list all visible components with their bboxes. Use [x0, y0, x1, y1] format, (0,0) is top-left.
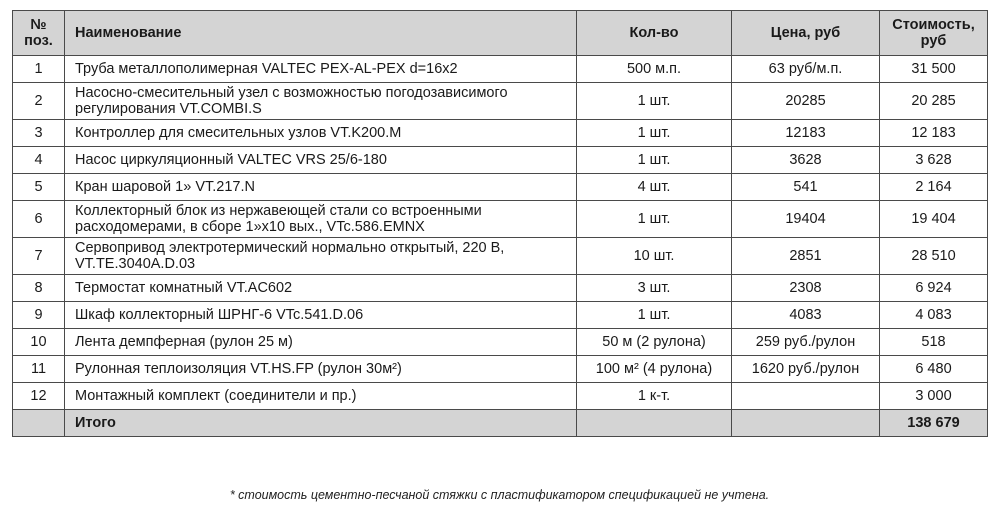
cell-num: 2 [13, 83, 65, 120]
cell-cost: 20 285 [880, 83, 988, 120]
cell-num: 6 [13, 201, 65, 238]
cell-price: 541 [732, 174, 880, 201]
table-row [13, 275, 988, 302]
cell-name: Шкаф коллекторный ШРНГ-6 VTc.541.D.06 [65, 302, 577, 329]
cell-num: 10 [13, 329, 65, 356]
cell-num: 4 [13, 147, 65, 174]
cell-qty: 1 шт. [577, 83, 732, 120]
cell-name: Монтажный комплект (соединители и пр.) [65, 383, 577, 410]
table-row [13, 147, 988, 174]
cell-num: 1 [13, 56, 65, 83]
cell-num: 5 [13, 174, 65, 201]
header-name: Наименование [65, 11, 577, 56]
footnote: * стоимость цементно-песчаной стяжки с пластификатором спецификацией не учтена. [229, 488, 770, 502]
cell-cost: 2 164 [880, 174, 988, 201]
cell-qty: 10 шт. [577, 238, 732, 275]
cell-name: Термостат комнатный VT.AC602 [65, 275, 577, 302]
cell-price: 19404 [732, 201, 880, 238]
cell-price: 1620 руб./рулон [732, 356, 880, 383]
cell-qty: 100 м² (4 рулона) [577, 356, 732, 383]
total-label: Итого [65, 410, 577, 437]
table-row [13, 238, 988, 275]
cell-qty: 500 м.п. [577, 56, 732, 83]
total-num-cell [13, 410, 65, 437]
total-row [13, 410, 988, 437]
cell-qty: 1 шт. [577, 201, 732, 238]
cell-qty: 50 м (2 рулона) [577, 329, 732, 356]
table-header-row [13, 11, 988, 56]
cell-name: Коллекторный блок из нержавеющей стали со встроенными расходомерами, в сборе 1»x10 вых., VTc.586.EMNX [65, 201, 577, 238]
cell-cost: 6 924 [880, 275, 988, 302]
table-row [13, 201, 988, 238]
table-row [13, 120, 988, 147]
cell-name: Контроллер для смесительных узлов VT.K200.M [65, 120, 577, 147]
cell-cost: 3 000 [880, 383, 988, 410]
cell-name: Рулонная теплоизоляция VT.HS.FP (рулон 30м²) [65, 356, 577, 383]
cell-cost: 6 480 [880, 356, 988, 383]
cell-num: 8 [13, 275, 65, 302]
table-row [13, 174, 988, 201]
cell-name: Лента демпферная (рулон 25 м) [65, 329, 577, 356]
cell-name: Кран шаровой 1» VT.217.N [65, 174, 577, 201]
cell-price: 20285 [732, 83, 880, 120]
cell-name: Труба металлополимерная VALTEC PEX-AL-PEX d=16x2 [65, 56, 577, 83]
total-value: 138 679 [880, 410, 988, 437]
cell-cost: 3 628 [880, 147, 988, 174]
cell-price: 3628 [732, 147, 880, 174]
cell-qty: 3 шт. [577, 275, 732, 302]
table-row [13, 83, 988, 120]
cell-price: 2851 [732, 238, 880, 275]
table-row [13, 383, 988, 410]
cell-name: Сервопривод электротермический нормально открытый, 220 В, VT.TE.3040A.D.03 [65, 238, 577, 275]
cell-num: 3 [13, 120, 65, 147]
table-row [13, 329, 988, 356]
cell-num: 12 [13, 383, 65, 410]
table-row [13, 56, 988, 83]
cell-price: 2308 [732, 275, 880, 302]
header-price: Цена, руб [732, 11, 880, 56]
cell-qty: 1 шт. [577, 147, 732, 174]
cell-cost: 518 [880, 329, 988, 356]
specification-table [12, 10, 988, 437]
cell-cost: 31 500 [880, 56, 988, 83]
cell-qty: 4 шт. [577, 174, 732, 201]
cell-price: 4083 [732, 302, 880, 329]
cell-num: 7 [13, 238, 65, 275]
cell-num: 9 [13, 302, 65, 329]
cell-num: 11 [13, 356, 65, 383]
cell-price: 259 руб./рулон [732, 329, 880, 356]
cell-price [732, 383, 880, 410]
cell-cost: 12 183 [880, 120, 988, 147]
cell-qty: 1 к-т. [577, 383, 732, 410]
table-row [13, 302, 988, 329]
cell-qty: 1 шт. [577, 302, 732, 329]
table-row [13, 356, 988, 383]
header-cost: Стоимость, руб [880, 11, 988, 56]
total-qty-cell [577, 410, 732, 437]
cell-price: 63 руб/м.п. [732, 56, 880, 83]
cell-cost: 19 404 [880, 201, 988, 238]
header-num: № поз. [13, 11, 65, 56]
cell-name: Насосно-смесительный узел с возможностью погодозависимого регулирования VT.COMBI.S [65, 83, 577, 120]
cell-name: Насос циркуляционный VALTEC VRS 25/6-180 [65, 147, 577, 174]
header-qty: Кол-во [577, 11, 732, 56]
cell-cost: 4 083 [880, 302, 988, 329]
cell-price: 12183 [732, 120, 880, 147]
cell-cost: 28 510 [880, 238, 988, 275]
total-price-cell [732, 410, 880, 437]
cell-qty: 1 шт. [577, 120, 732, 147]
